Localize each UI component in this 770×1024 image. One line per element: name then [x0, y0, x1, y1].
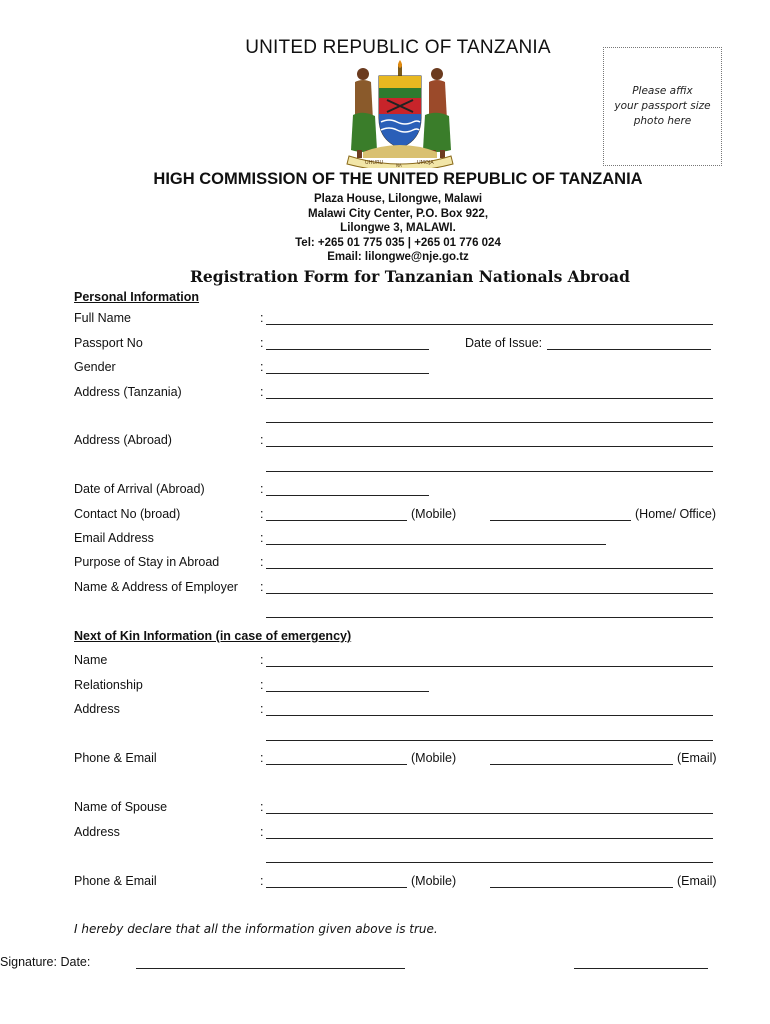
- email-address-row: [0, 531, 770, 549]
- colon: :: [260, 482, 264, 496]
- address-tanzania-label: Address (Tanzania): [74, 385, 182, 399]
- emblem-shield: [379, 76, 421, 148]
- date-of-issue-field[interactable]: [547, 349, 711, 350]
- commission-address: [0, 192, 770, 265]
- colon: :: [260, 385, 264, 399]
- employer-field-2[interactable]: [266, 617, 713, 618]
- country-title: UNITED REPUBLIC OF TANZANIA: [245, 37, 551, 58]
- emblem-motto-right: UMOJA: [417, 160, 434, 166]
- colon: :: [260, 702, 264, 716]
- date-of-arrival-field[interactable]: [266, 495, 429, 496]
- kin-address-field-2[interactable]: [266, 740, 713, 741]
- colon: :: [260, 653, 264, 667]
- spouse-email-suffix: (Email): [677, 874, 717, 888]
- address-abroad-row-2: [0, 458, 770, 476]
- kin-phone-email-label: Phone & Email: [74, 751, 157, 765]
- colon: :: [260, 751, 264, 765]
- spouse-name-row: [0, 800, 770, 818]
- address-abroad-row: [0, 433, 770, 451]
- colon: :: [260, 555, 264, 569]
- colon: :: [260, 360, 264, 374]
- colon: :: [260, 825, 264, 839]
- address-tanzania-field-2[interactable]: [266, 422, 713, 423]
- spouse-name-field[interactable]: [266, 813, 713, 814]
- photo-box-instruction: Please affix your passport size photo here: [614, 85, 711, 127]
- purpose-of-stay-field[interactable]: [266, 568, 713, 569]
- address-line: Malawi City Center, P.O. Box 922,: [307, 207, 489, 220]
- kin-address-row: [0, 702, 770, 720]
- employer-row-2: [0, 604, 770, 622]
- employer-field[interactable]: [266, 593, 713, 594]
- date-of-issue-label: Date of Issue:: [465, 336, 543, 350]
- kin-mobile-suffix: (Mobile): [411, 751, 457, 765]
- colon: :: [260, 678, 264, 692]
- spouse-mobile-suffix: (Mobile): [411, 874, 457, 888]
- date-of-arrival-label: Date of Arrival (Abroad): [74, 482, 205, 496]
- date-label: Date:: [60, 955, 91, 969]
- kin-address-row-2: [0, 727, 770, 745]
- address-tanzania-field[interactable]: [266, 398, 713, 399]
- spouse-address-field[interactable]: [266, 838, 713, 839]
- home-office-suffix: (Home/ Office): [635, 507, 717, 521]
- colon: :: [260, 507, 264, 521]
- spouse-address-row: [0, 825, 770, 843]
- colon: :: [260, 311, 264, 325]
- kin-phone-email-row: [0, 751, 770, 769]
- gender-row: [0, 360, 770, 378]
- colon: :: [260, 874, 264, 888]
- spouse-phone-email-label: Phone & Email: [74, 874, 157, 888]
- gender-label: Gender: [74, 360, 116, 374]
- spouse-name-label: Name of Spouse: [74, 800, 168, 814]
- address-line: Tel: +265 01 775 035 | +265 01 776 024: [295, 236, 501, 249]
- signature-field[interactable]: [136, 968, 405, 969]
- signature-label: Signature:: [0, 955, 57, 969]
- passport-row: [0, 336, 770, 354]
- employer-label: Name & Address of Employer: [74, 580, 238, 594]
- spouse-email-field[interactable]: [490, 887, 673, 888]
- date-field[interactable]: [574, 968, 708, 969]
- passport-photo-box: [603, 47, 722, 166]
- passport-no-label: Passport No: [74, 336, 143, 350]
- purpose-of-stay-row: [0, 555, 770, 573]
- personal-info-heading: Personal Information: [74, 290, 200, 304]
- kin-email-suffix: (Email): [677, 751, 717, 765]
- email-address-field[interactable]: [266, 544, 606, 545]
- colon: :: [260, 580, 264, 594]
- address-line: Plaza House, Lilongwe, Malawi: [313, 193, 483, 205]
- full-name-row: [0, 311, 770, 329]
- spouse-phone-email-row: [0, 874, 770, 892]
- kin-name-row: [0, 653, 770, 671]
- contact-no-row: [0, 507, 770, 525]
- address-tanzania-row-2: [0, 409, 770, 427]
- signature-row: [0, 955, 770, 973]
- colon: :: [260, 336, 264, 350]
- full-name-field[interactable]: [266, 324, 713, 325]
- employer-row: [0, 580, 770, 598]
- passport-no-field[interactable]: [266, 349, 429, 350]
- spouse-address-field-2[interactable]: [266, 862, 713, 863]
- relationship-row: [0, 678, 770, 696]
- email-address-label: Email Address: [74, 531, 154, 545]
- kin-address-field[interactable]: [266, 715, 713, 716]
- relationship-label: Relationship: [74, 678, 143, 692]
- contact-home-office-field[interactable]: [490, 520, 631, 521]
- address-tanzania-row: [0, 385, 770, 403]
- high-commission-title: HIGH COMMISSION OF THE UNITED REPUBLIC OF TANZANIA: [153, 170, 643, 188]
- emblem-left-figure: [351, 68, 377, 158]
- purpose-of-stay-label: Purpose of Stay in Abroad: [74, 555, 220, 569]
- contact-no-label: Contact No (broad): [74, 507, 181, 521]
- date-of-arrival-row: [0, 482, 770, 500]
- spouse-address-row-2: [0, 849, 770, 867]
- mobile-suffix: (Mobile): [411, 507, 457, 521]
- colon: :: [260, 800, 264, 814]
- address-abroad-field-2[interactable]: [266, 471, 713, 472]
- kin-address-label: Address: [74, 702, 120, 716]
- emblem-right-figure: [423, 68, 451, 158]
- address-line: Lilongwe 3, MALAWI.: [340, 222, 456, 234]
- next-of-kin-heading: Next of Kin Information (in case of emergency): [74, 629, 352, 643]
- contact-mobile-field[interactable]: [266, 520, 407, 521]
- relationship-field[interactable]: [266, 691, 429, 692]
- kin-name-label: Name: [74, 653, 108, 667]
- coat-of-arms-emblem: [343, 60, 457, 168]
- emblem-motto-center: NA: [396, 163, 402, 168]
- gender-field[interactable]: [266, 373, 429, 374]
- address-line: Email: lilongwe@nje.go.tz: [327, 251, 469, 263]
- emblem-motto-left: UHURU: [365, 160, 384, 166]
- kin-mobile-field[interactable]: [266, 764, 407, 765]
- declaration-text: I hereby declare that all the information given above is true.: [74, 922, 438, 936]
- colon: :: [260, 531, 264, 545]
- spouse-address-label: Address: [74, 825, 120, 839]
- address-abroad-label: Address (Abroad): [74, 433, 172, 447]
- kin-name-field[interactable]: [266, 666, 713, 667]
- kin-email-field[interactable]: [490, 764, 673, 765]
- full-name-label: Full Name: [74, 311, 131, 325]
- address-abroad-field[interactable]: [266, 446, 713, 447]
- form-title: Registration Form for Tanzanian Nationals Abroad: [190, 267, 630, 286]
- spouse-mobile-field[interactable]: [266, 887, 407, 888]
- colon: :: [260, 433, 264, 447]
